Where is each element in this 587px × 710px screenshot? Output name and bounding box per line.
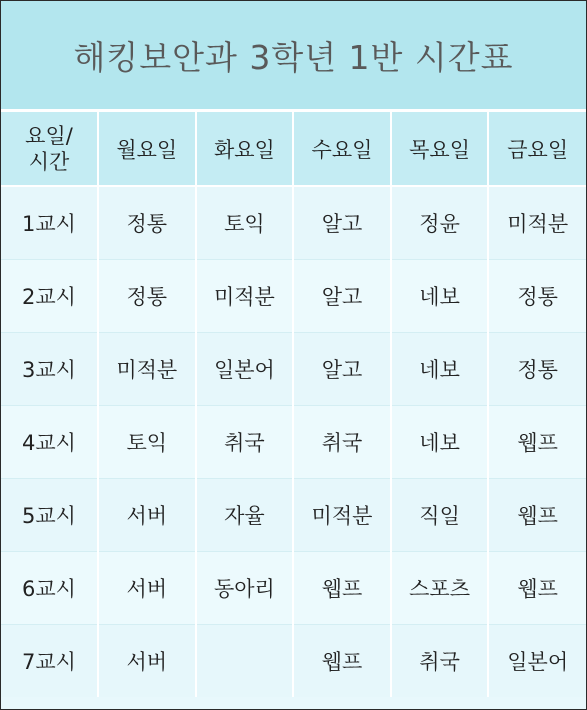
class-cell: 알고 [293,260,391,333]
table-row [1,479,586,552]
class-cell: 정통 [98,186,196,260]
class-cell: 미적분 [293,479,391,552]
class-cell: 웹프 [293,625,391,698]
day-header-friday: 금요일 [488,112,586,186]
class-cell: 웹프 [488,406,586,479]
day-header-monday: 월요일 [98,112,196,186]
corner-header [1,112,98,186]
corner-time-label: 시간 [28,149,70,174]
table-row [1,260,586,333]
class-cell: 네보 [391,333,489,406]
table-row [1,186,586,260]
class-cell: 토익 [196,186,294,260]
period-label: 5교시 [1,479,98,552]
class-cell: 일본어 [196,333,294,406]
period-label: 1교시 [1,186,98,260]
period-label: 7교시 [1,625,98,698]
class-cell: 웹프 [488,479,586,552]
class-cell: 네보 [391,260,489,333]
class-cell: 일본어 [488,625,586,698]
class-cell: 알고 [293,186,391,260]
class-cell: 서버 [98,552,196,625]
class-cell: 알고 [293,333,391,406]
class-cell: 동아리 [196,552,294,625]
class-cell: 웹프 [293,552,391,625]
class-cell: 스포츠 [391,552,489,625]
corner-day-label: 요일/ [25,123,73,148]
period-label: 6교시 [1,552,98,625]
day-header-tuesday: 화요일 [196,112,294,186]
class-cell: 미적분 [196,260,294,333]
table-row [1,552,586,625]
period-label: 4교시 [1,406,98,479]
day-header-thursday: 목요일 [391,112,489,186]
timetable [1,112,586,697]
header-row [1,112,586,186]
class-cell: 웹프 [488,552,586,625]
class-cell: 네보 [391,406,489,479]
class-cell: 서버 [98,625,196,698]
class-cell: 토익 [98,406,196,479]
class-cell: 서버 [98,479,196,552]
table-row [1,625,586,698]
title-bar [1,1,586,112]
class-cell: 직일 [391,479,489,552]
table-row [1,333,586,406]
period-label: 3교시 [1,333,98,406]
class-cell: 정윤 [391,186,489,260]
class-cell: 미적분 [98,333,196,406]
table-row [1,406,586,479]
class-cell: 정통 [98,260,196,333]
page-title: 해킹보안과 3학년 1반 시간표 [73,37,514,77]
class-cell: 미적분 [488,186,586,260]
class-cell [196,625,294,698]
class-cell: 정통 [488,333,586,406]
class-cell: 정통 [488,260,586,333]
class-cell: 취국 [391,625,489,698]
class-cell: 취국 [293,406,391,479]
day-header-wednesday: 수요일 [293,112,391,186]
class-cell: 취국 [196,406,294,479]
period-label: 2교시 [1,260,98,333]
class-cell: 자율 [196,479,294,552]
